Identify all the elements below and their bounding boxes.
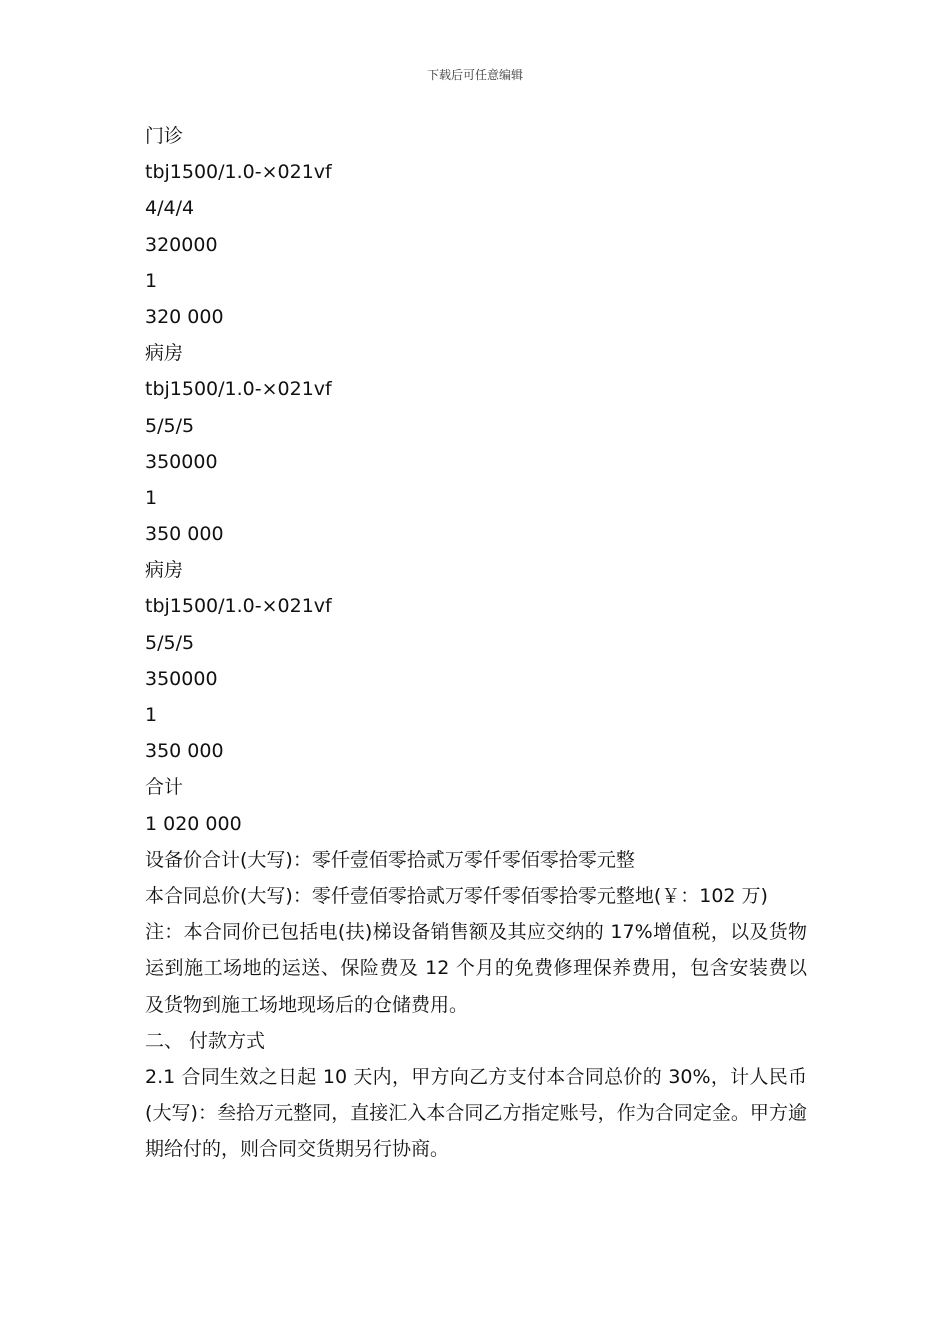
table-cell-quantity: 1 <box>145 486 158 509</box>
section-title-payment: 二、 付款方式 <box>145 1029 266 1052</box>
table-cell-model: tbj1500/1.0-×021vf <box>145 595 332 618</box>
equipment-total-in-words: 设备价合计(大写)：零仟壹佰零拾贰万零仟零佰零拾零元整 <box>145 848 635 871</box>
table-cell-unit-price: 350000 <box>145 667 218 690</box>
table-cell-quantity: 1 <box>145 269 158 292</box>
document-body <box>145 118 807 1168</box>
table-cell-quantity: 1 <box>145 704 158 726</box>
price-note: 注：本合同价已包括电(扶)梯设备销售额及其应交纳的 17%增值税，以及货物运到施工场地的运送、保险费及 12 个月的免费修理保养费用，包含安装费以及货物到施工场地现场后的仓储费用。 <box>145 921 807 1016</box>
table-cell-location: 门诊 <box>145 125 184 147</box>
contract-total-price: 本合同总价(大写)：零仟壹佰零拾贰万零仟零佰零拾零元整地(￥：102 万) <box>145 884 768 907</box>
total-amount: 1 020 000 <box>145 812 242 835</box>
table-cell-location: 病房 <box>145 342 184 365</box>
clause-2-1: 2.1 合同生效之日起 10 天内，甲方向乙方支付本合同总价的 30%，计人民币(大写)：叁拾万元整同，直接汇入本合同乙方指定账号，作为合同定金。甲方逾期给付的，则合同交货期另行协商。 <box>145 1065 807 1161</box>
table-cell-amount: 350 000 <box>145 523 224 546</box>
table-cell-model: tbj1500/1.0-×021vf <box>145 378 332 401</box>
table-cell-stops: 4/4/4 <box>145 197 195 220</box>
table-cell-stops: 5/5/5 <box>145 631 195 654</box>
table-cell-unit-price: 320000 <box>145 233 218 256</box>
table-cell-amount: 320 000 <box>145 305 224 328</box>
page-header-note: 下载后可任意编辑 <box>426 68 523 82</box>
table-cell-location: 病房 <box>145 559 184 582</box>
table-cell-amount: 350 000 <box>145 740 224 763</box>
total-label: 合计 <box>145 776 184 799</box>
table-cell-stops: 5/5/5 <box>145 414 195 437</box>
table-cell-unit-price: 350000 <box>145 450 218 473</box>
table-cell-model: tbj1500/1.0-×021vf <box>145 161 332 184</box>
